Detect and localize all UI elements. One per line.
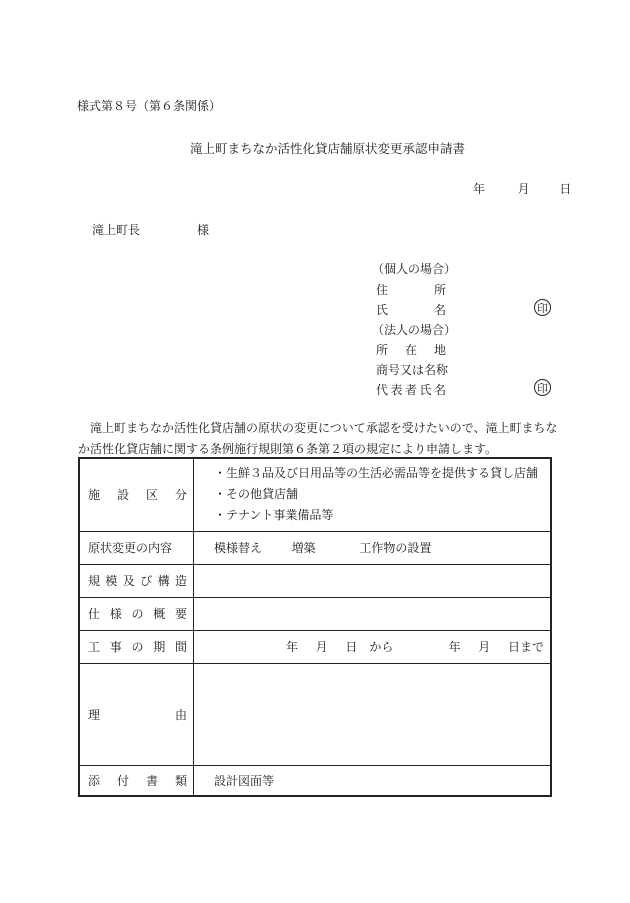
seal-mark-individual: 印 [534, 299, 551, 316]
period-value-field[interactable] [194, 630, 552, 663]
application-table [78, 457, 552, 797]
facility-label: 施 設 区 分 [88, 488, 187, 503]
attachments-label: 添 付 書 類 [88, 773, 187, 788]
addressee-name: 滝上町長 [92, 223, 141, 237]
reason-row [79, 663, 551, 765]
attachments-row [79, 765, 551, 796]
facility-options [194, 458, 552, 531]
trade-name-label: 商号又は名称 [376, 363, 449, 377]
period-label: 工 事 の 期 間 [88, 640, 187, 654]
change-options [194, 531, 552, 564]
corporate-heading: （法人の場合） [372, 323, 457, 337]
period-from-day: 日 から [345, 640, 394, 654]
scale-label-cell [79, 564, 194, 597]
period-row [79, 630, 551, 663]
scale-row [79, 564, 551, 597]
body-text-line1: 滝上町まちなか活性化貸店舗の原状の変更について承認を受けたいので、滝上町まちな [90, 421, 558, 435]
individual-heading: （個人の場合） [372, 262, 457, 276]
date-year: 年 [473, 182, 486, 196]
name-label: 氏 名 [376, 303, 446, 317]
representative-label: 代 表 者 氏 名 [376, 383, 446, 397]
seal-mark-corporate: 印 [534, 379, 551, 396]
period-from-year: 年 [286, 640, 299, 654]
change-option-structure[interactable]: 工作物の設置 [359, 541, 432, 555]
change-row [79, 531, 551, 564]
facility-option-fresh-goods[interactable]: ・生鮮３品及び日用品等の生活必需品等を提供する貸し店舗 [214, 466, 539, 481]
spec-value-field[interactable] [194, 597, 552, 630]
spec-row [79, 597, 551, 630]
change-option-extension[interactable]: 増築 [291, 541, 316, 555]
body-text-line2: か活性化貸店舗に関する条例施行規則第６条第２項の規定により申請します。 [78, 442, 498, 456]
document-title: 滝上町まちなか活性化貸店舗原状変更承認申請書 [190, 141, 466, 156]
date-month: 月 [517, 182, 530, 196]
location-label: 所 在 地 [376, 343, 446, 357]
reason-value-field[interactable] [194, 663, 552, 765]
period-values [286, 638, 544, 655]
change-label: 原状変更の内容 [79, 531, 194, 564]
facility-option-other[interactable]: ・その他貸店舗 [214, 487, 299, 502]
period-label-cell [79, 630, 194, 663]
reason-label-cell [79, 663, 194, 765]
period-to-year: 年 [448, 640, 461, 654]
change-option-remodel[interactable]: 模様替え [214, 541, 263, 555]
period-to-day: 日まで [507, 640, 544, 654]
address-label: 住 所 [376, 283, 446, 297]
spec-label-cell [79, 597, 194, 630]
facility-option-tenant[interactable]: ・テナント事業備品等 [214, 508, 334, 523]
form-number: 様式第８号（第６条関係） [77, 99, 222, 113]
attachments-value[interactable]: 設計図面等 [194, 765, 552, 796]
scale-value-field[interactable] [194, 564, 552, 597]
spec-label: 仕 様 の 概 要 [88, 607, 187, 621]
date-line [473, 180, 571, 197]
attachments-label-cell [79, 765, 194, 796]
reason-label: 理 由 [88, 707, 187, 722]
period-to-month: 月 [478, 640, 491, 654]
addressee-honorific: 様 [197, 223, 210, 237]
period-from-month: 月 [315, 640, 328, 654]
facility-label-cell [79, 458, 194, 531]
date-day: 日 [559, 182, 572, 196]
facility-row [79, 458, 551, 531]
scale-label: 規 模 及 び 構 造 [88, 574, 187, 588]
